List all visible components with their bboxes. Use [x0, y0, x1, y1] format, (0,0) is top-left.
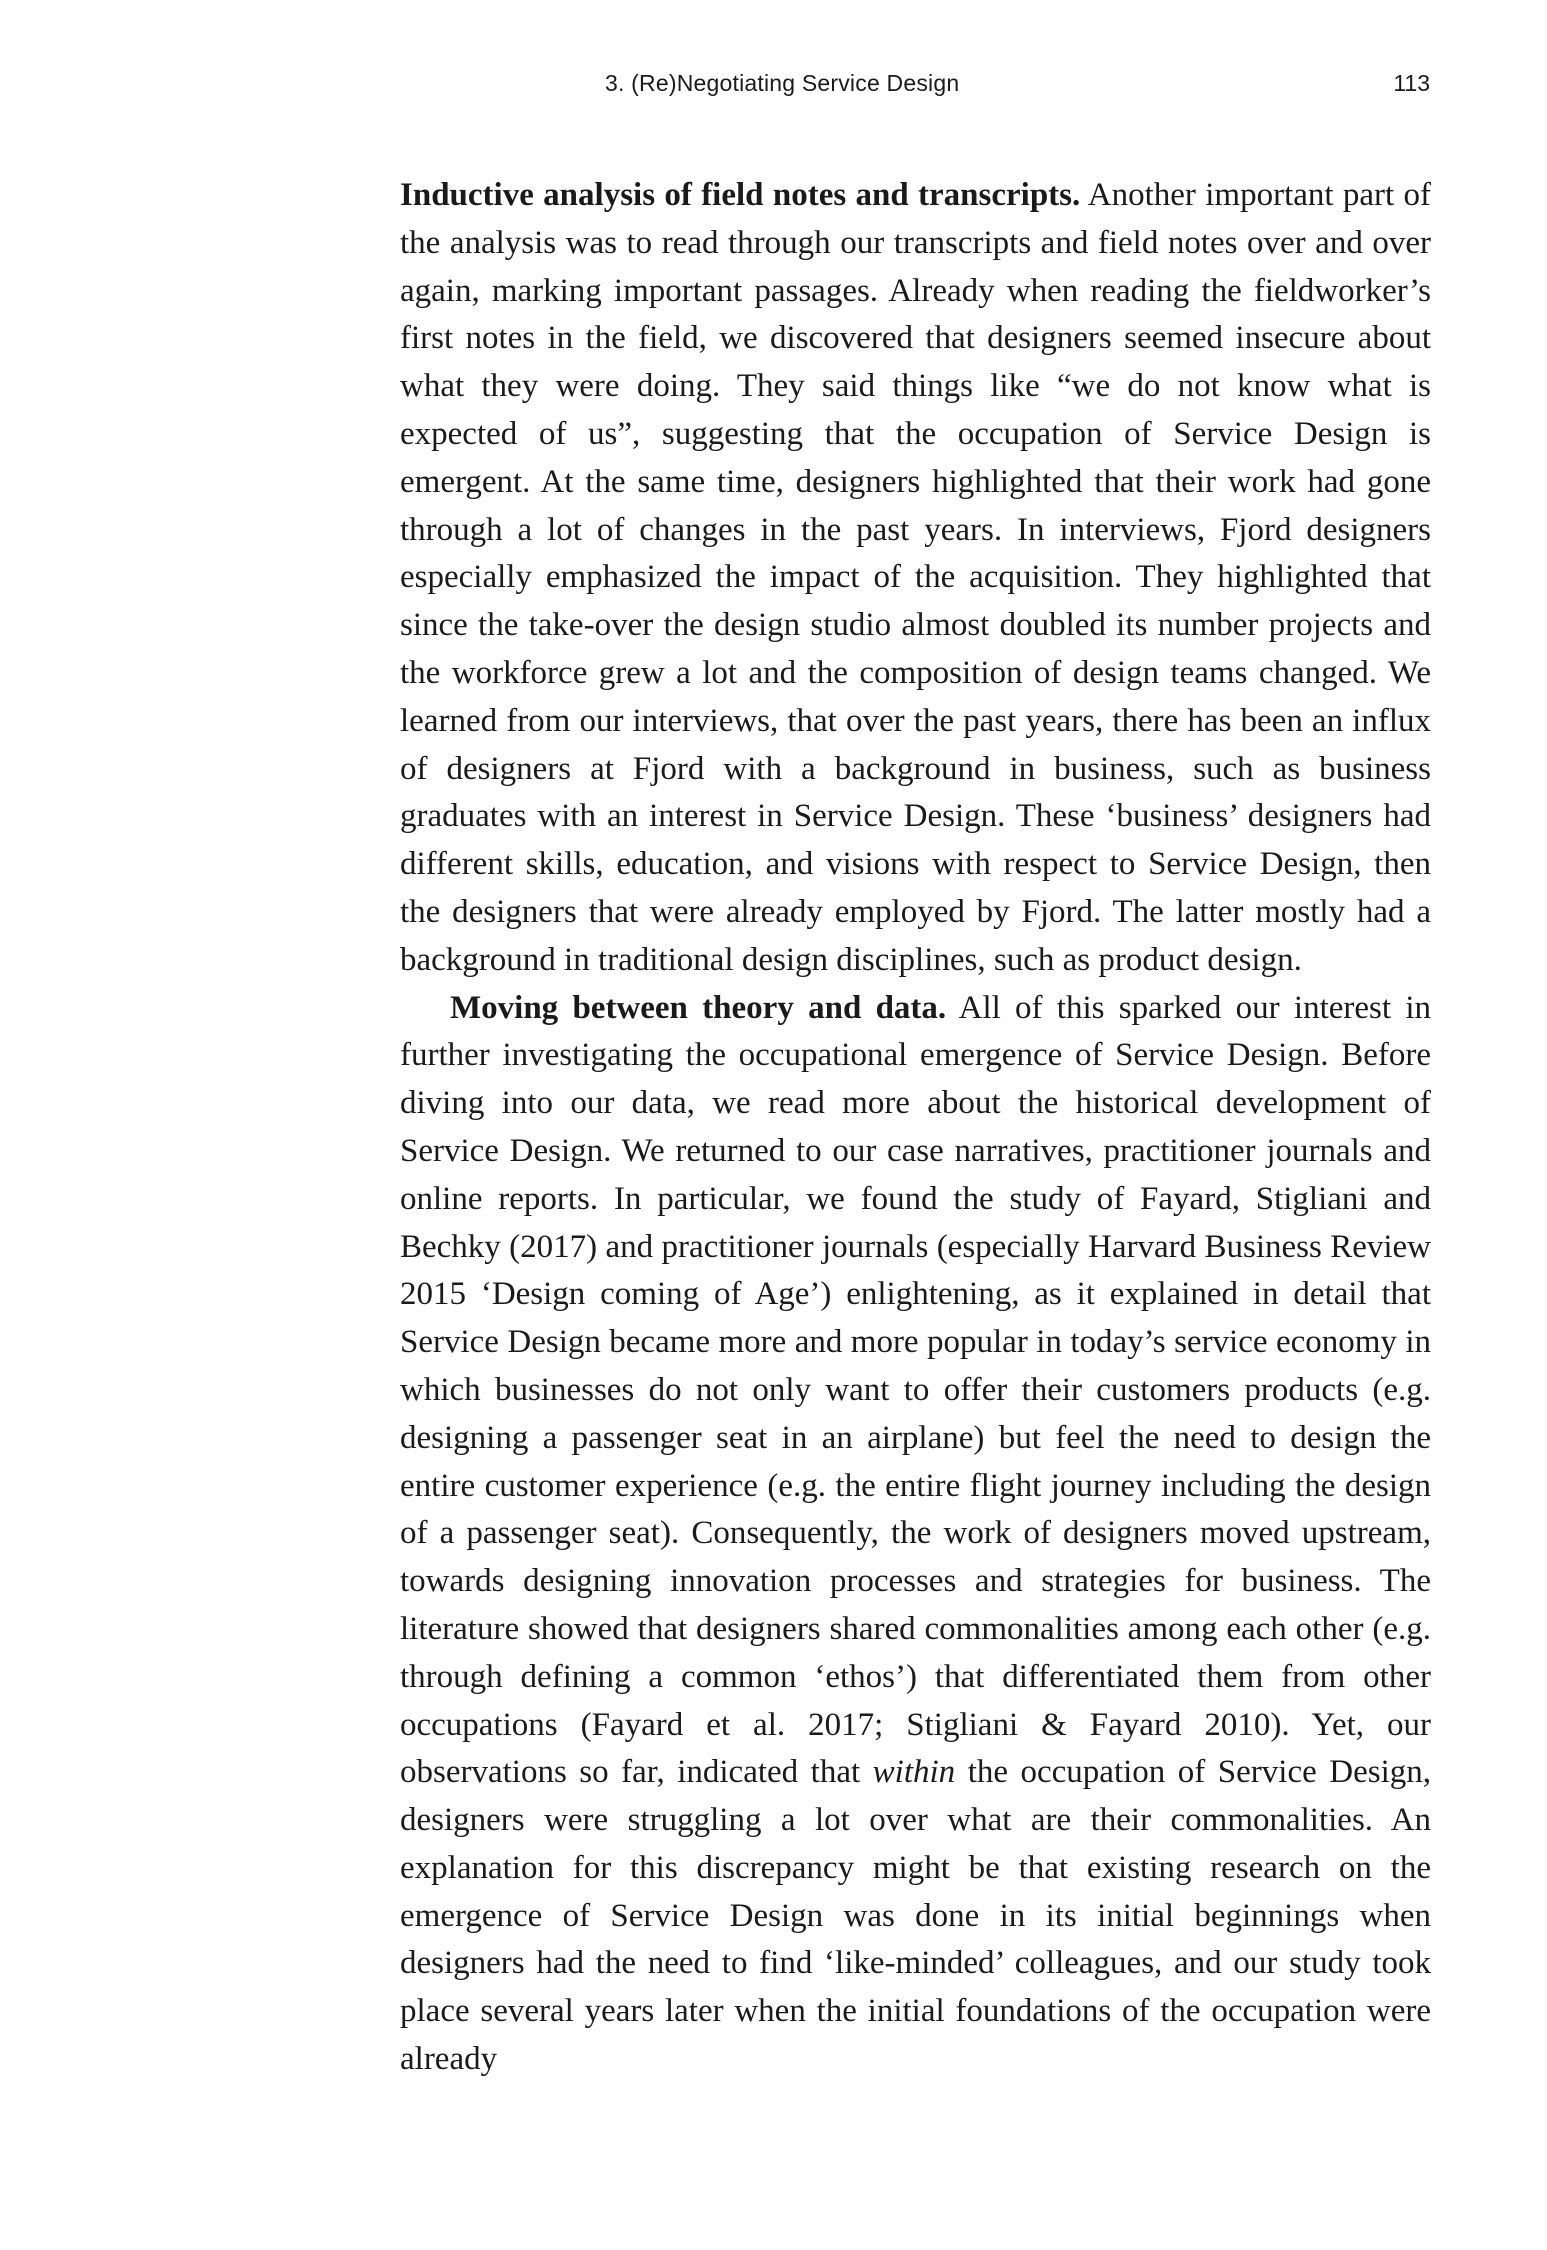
paragraph-theory-and-data	[400, 985, 1431, 2084]
body-text	[400, 172, 1431, 2084]
paragraph-text: Another important part of the analysis was to read through our transcripts and field notes over and over again, marking important passages. Already when reading the fieldworker’s first notes in the field, we discovered that designers seemed insecure about what they were doing. They said things like “we do not know what is expected of us”, suggesting that the occupation of Service Design is emergent. At the same time, designers highlighted that their work had gone through a lot of changes in the past years. In interviews, Fjord designers especially emphasized the impact of the acquisition. They highlighted that since the take-over the design studio almost doubled its number projects and the workforce grew a lot and the composition of design teams changed. We learned from our interviews, that over the past years, there has been an influx of designers at Fjord with a background in business, such as business graduates with an interest in Service Design. These ‘business’ designers had different skills, education, and visions with respect to Service Design, then the designers that were already employed by Fjord. The latter mostly had a background in traditional design disciplines, such as product design.	[400, 177, 1432, 978]
emphasized-word: within	[872, 1754, 956, 1791]
paragraph-heading: Inductive analysis of field notes and transcripts.	[400, 177, 1081, 213]
paragraph-heading: Moving between theory and data.	[450, 989, 947, 1026]
page-number: 113	[1393, 70, 1430, 96]
paragraph-text-continued: the occupation of Service Design, designers were struggling a lot over what are their commonalities. An explanation for this discrepancy might be that existing research on the emergence of Service Design was done in its initial beginnings when designers had the need to find ‘like-minded’ colleagues, and our study took place several years later when the initial foundations of the occupation were already	[400, 1754, 1431, 2078]
paragraph-inductive-analysis	[400, 172, 1431, 985]
running-title: 3. (Re)Negotiating Service Design	[605, 70, 960, 96]
paragraph-text: All of this sparked our interest in further investigating the occupational emergence of Service Design. Before diving into our data, we read more about the historical development of Service Design. We returned to our case narratives, practitioner journals and online reports. In particular, we found the study of Fayard, Stigliani and Bechky (2017) and practitioner journals (especially Harvard Business Review 2015 ‘Design coming of Age’) enlightening, as it explained in detail that Service Design became more and more popular in today’s service economy in which businesses do not only want to offer their customers products (e.g. designing a passenger seat in an airplane) but feel the need to design the entire customer experience (e.g. the entire flight journey including the design of a passenger seat). Consequently, the work of designers moved upstream, towards designing innovation processes and strategies for business. The literature showed that designers shared commonalities among each other (e.g. through defining a common ‘ethos’) that differentiated them from other occupations (Fayard et al. 2017; Stigliani & Fayard 2010). Yet, our observations so far, indicated that	[400, 989, 1431, 1791]
